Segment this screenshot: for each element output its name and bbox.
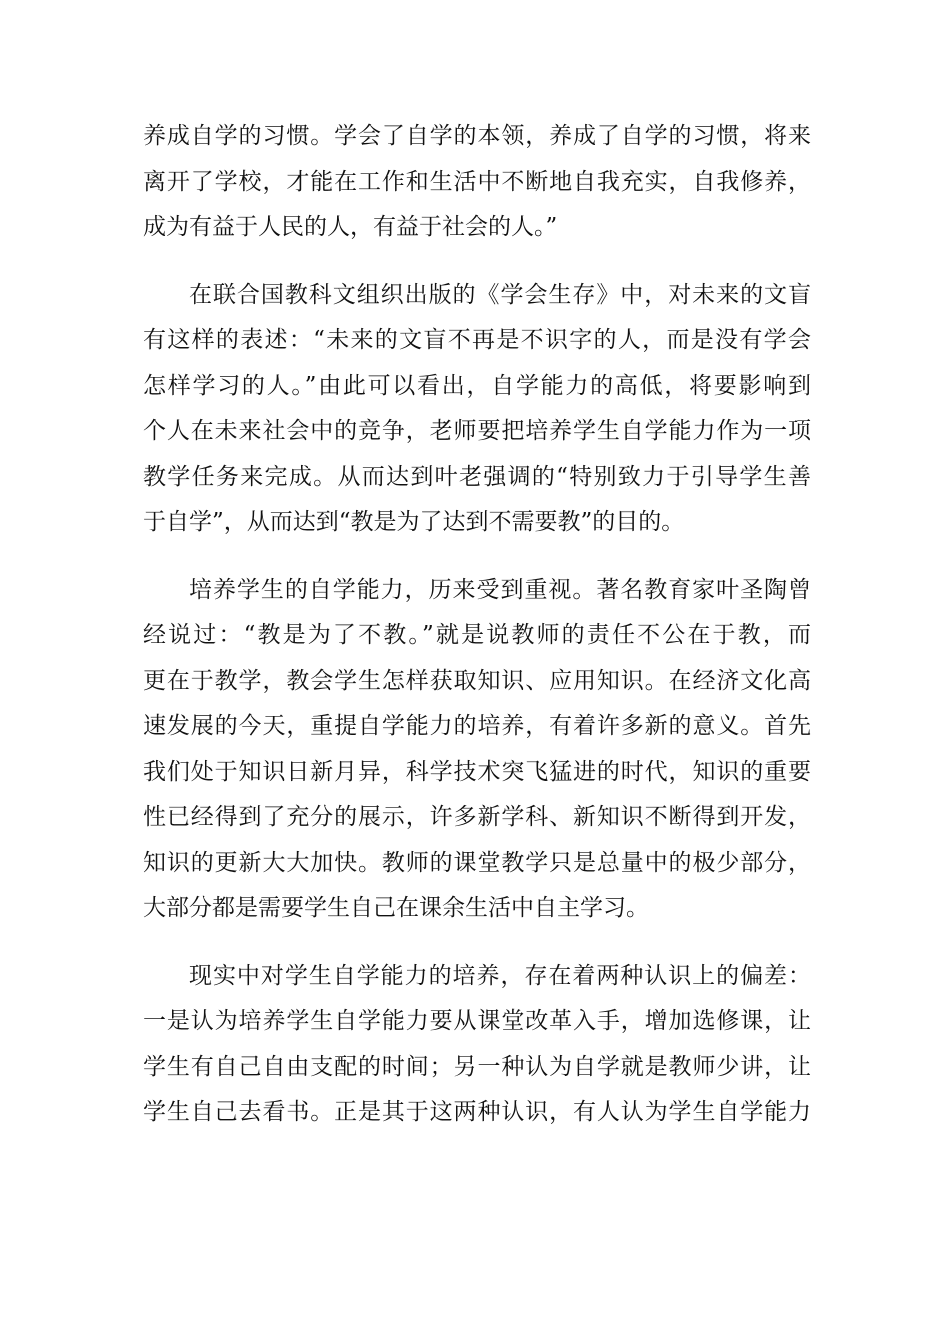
text-line: 养成自学的习惯。学会了自学的本领，养成了自学的习惯，将来 [143,123,811,149]
text-line: 学生有自己自由支配的时间；另一种认为自学就是教师少讲，让 [143,1053,811,1080]
text-line: 性已经得到了充分的展示，许多新学科、新知识不断得到开发， [143,804,811,830]
text-line: 速发展的今天，重提自学能力的培养，有着许多新的意义。首先 [143,713,811,739]
text-line: 更在于教学，教会学生怎样获取知识、应用知识。在经济文化高 [143,667,811,694]
text-line: 有这样的表述：“未来的文盲不再是不识字的人，而是没有学会 [143,327,811,353]
text-line: 于自学”，从而达到“教是为了达到不需要教”的目的。 [143,509,685,535]
paragraph-1 [143,114,811,251]
text-line: 怎样学习的人。”由此可以看出，自学能力的高低，将要影响到 [143,372,811,399]
text-line: 培养学生的自学能力，历来受到重视。著名教育家叶圣陶曾 [189,576,811,603]
text-line: 现实中对学生自学能力的培养，存在着两种认识上的偏差： [189,962,811,989]
document-body [143,114,811,1136]
text-line: 学生自己去看书。正是其于这两种认识，有人认为学生自学能力 [143,1099,811,1125]
text-line: 离开了学校，才能在工作和生活中不断地自我充实，自我修养， [143,168,811,195]
text-line: 个人在未来社会中的竞争，老师要把培养学生自学能力作为一项 [143,418,811,444]
paragraph-3 [143,568,811,932]
text-line: 一是认为培养学生自学能力要从课堂改革入手，增加选修课，让 [143,1008,811,1034]
text-line: 成为有益于人民的人，有益于社会的人。” [143,214,558,240]
text-line: 我们处于知识日新月异，科学技术突飞猛进的时代，知识的重要 [143,758,811,785]
text-line: 知识的更新大大加快。教师的课堂教学只是总量中的极少部分， [143,849,811,876]
text-line: 经说过：“教是为了不教。”就是说教师的责任不公在于教，而 [143,622,811,648]
text-line: 教学任务来完成。从而达到叶老强调的“特别致力于引导学生善 [143,463,811,490]
text-line: 在联合国教科文组织出版的《学会生存》中，对未来的文盲 [189,281,811,308]
text-line: 大部分都是需要学生自己在课余生活中自主学习。 [143,895,649,921]
paragraph-4 [143,954,811,1136]
paragraph-2 [143,273,811,546]
